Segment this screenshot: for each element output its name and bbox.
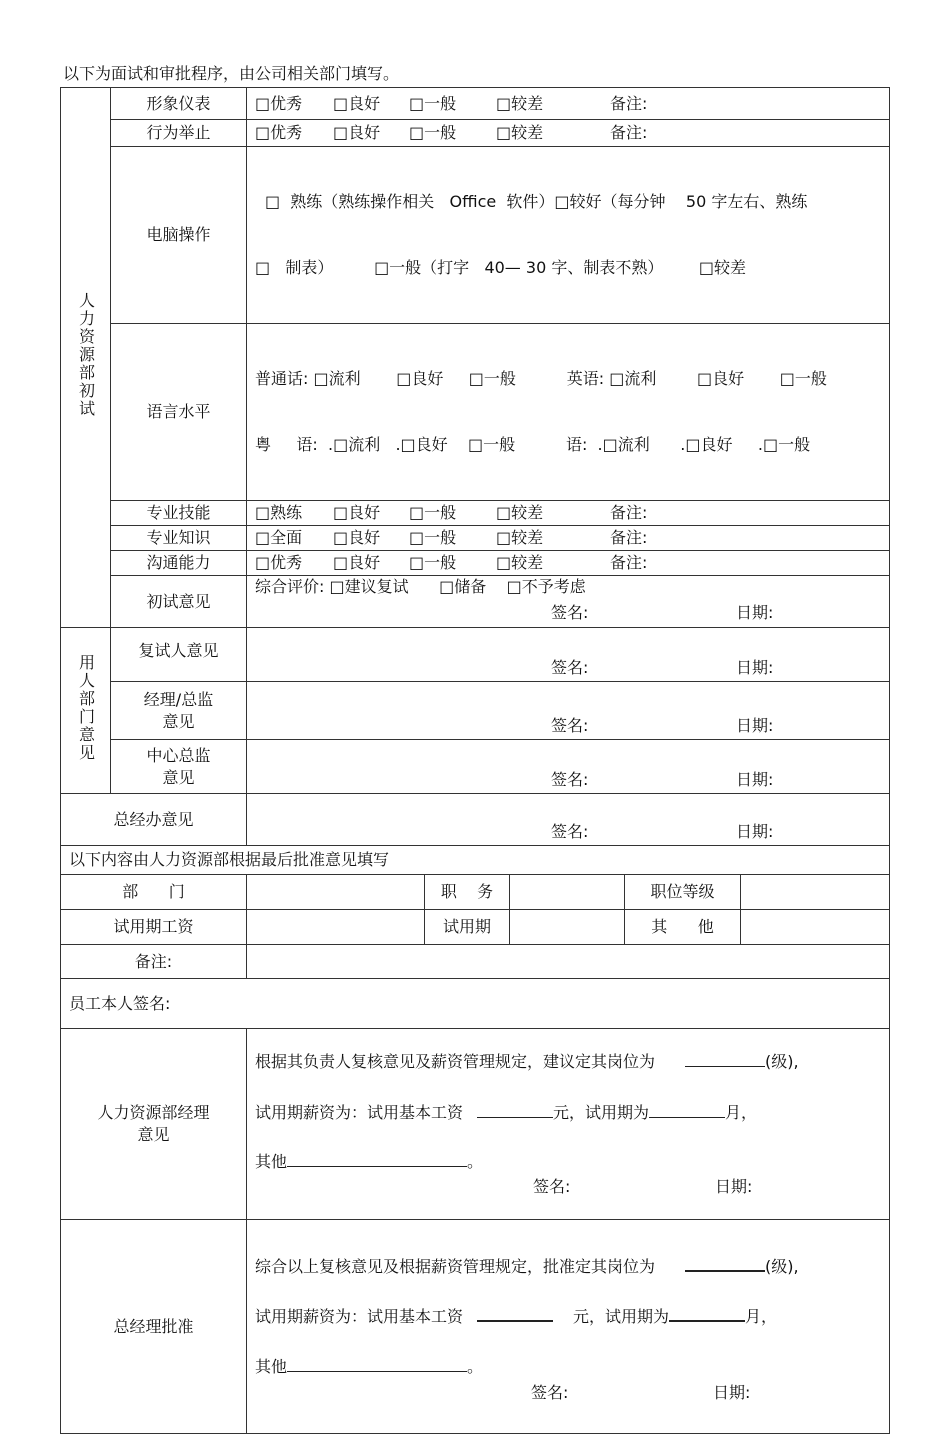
- manner-opt-2[interactable]: □良好: [333, 123, 381, 142]
- gm-line-1-end: (级),: [765, 1257, 799, 1276]
- skill-opt-1[interactable]: □熟练: [255, 503, 303, 522]
- other-label: 其 他: [625, 910, 741, 945]
- language-line-2[interactable]: 粤 语: .□流利 .□良好 □一般 语: .□流利 .□良好 .□一般: [255, 435, 811, 454]
- hr-manager-label-line-1: 人力资源部经理: [97, 1103, 210, 1122]
- intro-text: 以下为面试和审批程序，由公司相关部门填写。: [63, 64, 400, 83]
- hr-manager-line-3-b: 。: [467, 1152, 484, 1171]
- communication-opt-1[interactable]: □优秀: [255, 553, 303, 572]
- skill-opt-4[interactable]: □较差: [496, 503, 544, 522]
- hr-manager-line-2: [255, 1102, 757, 1124]
- communication-opt-3[interactable]: □一般: [409, 553, 457, 572]
- center-label-line-1: 中心总监: [146, 745, 211, 765]
- skill-opt-3[interactable]: □一般: [409, 503, 457, 522]
- initial-opinion-cell: [247, 576, 890, 628]
- dept-label: 部 门: [61, 875, 247, 910]
- knowledge-opt-4[interactable]: □较差: [496, 528, 544, 547]
- hr-manager-line-2-b: 元，试用期为: [553, 1103, 650, 1122]
- appearance-opt-2[interactable]: □良好: [333, 93, 381, 113]
- other-value[interactable]: [741, 910, 890, 945]
- language-label: 语言水平: [111, 324, 247, 501]
- appearance-options: [247, 88, 890, 120]
- knowledge-options: [247, 526, 890, 551]
- gm-date-label: 日期:: [713, 1383, 751, 1402]
- hr-manager-label-line-2: 意见: [137, 1125, 170, 1144]
- knowledge-opt-2[interactable]: □良好: [333, 528, 381, 547]
- initial-opinion-label: 初试意见: [111, 576, 247, 628]
- gm-office-label: 总经办意见: [61, 794, 247, 846]
- trial-salary-value[interactable]: [247, 910, 425, 945]
- manner-opt-3[interactable]: □一般: [409, 123, 457, 142]
- hr-manager-line-3: [255, 1151, 483, 1173]
- trial-period-label: 试用期: [425, 910, 510, 945]
- gm-line-3: [255, 1356, 483, 1378]
- manager-sign-label: 签名:: [551, 716, 589, 735]
- employee-sign-label[interactable]: 员工本人签名:: [61, 979, 890, 1029]
- gm-line-2-c: 月，: [745, 1307, 778, 1326]
- knowledge-remark: 备注:: [610, 528, 648, 547]
- gm-line-1-text: 综合以上复核意见及根据薪资管理规定，批准定其岗位为: [255, 1257, 656, 1276]
- grade-label: 职位等级: [625, 875, 741, 910]
- hr-manager-line-2-a: 试用期薪资为：试用基本工资: [255, 1103, 464, 1122]
- initial-sign-label: 签名:: [551, 603, 589, 622]
- skill-options: [247, 501, 890, 526]
- center-sign-label: 签名:: [551, 770, 589, 789]
- gm-line-2-a: 试用期薪资为：试用基本工资: [255, 1307, 464, 1326]
- hr-manager-line-2-c: 月，: [725, 1103, 758, 1122]
- gm-office-cell[interactable]: [247, 794, 890, 846]
- manager-opinion-label: [111, 682, 247, 740]
- center-date-label: 日期:: [736, 770, 774, 789]
- trial-period-value[interactable]: [510, 910, 625, 945]
- hr-manager-line-1-end: (级),: [765, 1052, 799, 1071]
- gm-line-2: [255, 1306, 777, 1328]
- hr-manager-date-label: 日期:: [715, 1177, 753, 1196]
- gm-sign-label: 签名:: [531, 1383, 569, 1402]
- appearance-label: 形象仪表: [111, 88, 247, 120]
- manner-label: 行为举止: [111, 120, 247, 147]
- manner-opt-4[interactable]: □较差: [496, 123, 544, 142]
- communication-remark: 备注:: [610, 553, 648, 572]
- initial-date-label: 日期:: [736, 603, 774, 622]
- gm-approval-cell: [247, 1220, 890, 1434]
- appearance-opt-1[interactable]: □优秀: [255, 93, 303, 113]
- center-director-label: [111, 740, 247, 794]
- skill-label: 专业技能: [111, 501, 247, 526]
- dept-opinion-group-label: [61, 628, 111, 794]
- manner-options: [247, 120, 890, 147]
- center-director-cell[interactable]: [247, 740, 890, 794]
- computer-label: 电脑操作: [111, 147, 247, 324]
- gm-line-3-b: 。: [467, 1357, 484, 1376]
- computer-options: [247, 147, 890, 324]
- retest-date-label: 日期:: [736, 658, 774, 677]
- gm-grade-blank[interactable]: [685, 1256, 765, 1272]
- hr-manager-line-1-text: 根据其负责人复核意见及薪资管理规定，建议定其岗位为: [255, 1052, 656, 1071]
- hr-fill-note: 以下内容由人力资源部根据最后批准意见填写: [61, 846, 890, 875]
- interview-form: [60, 87, 890, 1434]
- communication-opt-4[interactable]: □较差: [496, 553, 544, 572]
- knowledge-label: 专业知识: [111, 526, 247, 551]
- hr-initial-group-label: [61, 88, 111, 628]
- gm-other-blank[interactable]: [287, 1357, 467, 1372]
- gm-line-1: [255, 1256, 799, 1278]
- appearance-remark: 备注:: [610, 93, 648, 113]
- retest-label: 复试人意见: [111, 628, 247, 682]
- gm-office-sign-label: 签名:: [551, 822, 589, 841]
- trial-salary-label: 试用期工资: [61, 910, 247, 945]
- retest-sign-label: 签名:: [551, 658, 589, 677]
- dept-value[interactable]: [247, 875, 425, 910]
- hr-manager-salary-blank[interactable]: [477, 1103, 553, 1118]
- skill-remark: 备注:: [610, 503, 648, 522]
- manager-opinion-cell[interactable]: [247, 682, 890, 740]
- position-value[interactable]: [510, 875, 625, 910]
- skill-opt-2[interactable]: □良好: [333, 503, 381, 522]
- remark-label: 备注:: [61, 945, 247, 979]
- language-line-1[interactable]: 普通话: □流利 □良好 □一般 英语: □流利 □良好 □一般: [255, 369, 827, 388]
- communication-opt-2[interactable]: □良好: [333, 553, 381, 572]
- manager-date-label: 日期:: [736, 716, 774, 735]
- communication-options: [247, 551, 890, 576]
- language-options: [247, 324, 890, 501]
- hr-manager-line-3-a: 其他: [255, 1152, 288, 1171]
- center-label-line-2: 意见: [162, 767, 195, 787]
- hr-manager-sign-label: 签名:: [533, 1177, 571, 1196]
- hr-manager-grade-blank[interactable]: [685, 1052, 765, 1067]
- gm-line-2-b: 元，试用期为: [573, 1307, 670, 1326]
- gm-office-date-label: 日期:: [736, 822, 774, 841]
- appearance-opt-4[interactable]: □较差: [496, 93, 544, 113]
- gm-salary-blank[interactable]: [477, 1306, 553, 1322]
- appearance-opt-3[interactable]: □一般: [409, 93, 457, 113]
- hr-manager-period-blank[interactable]: [649, 1103, 725, 1118]
- remark-value[interactable]: [247, 945, 890, 979]
- grade-value[interactable]: [741, 875, 890, 910]
- computer-line-2[interactable]: □ 制表） □一般（打字 40— 30 字、制表不熟） □较差: [255, 258, 747, 277]
- gm-period-blank[interactable]: [669, 1306, 745, 1322]
- gm-line-3-a: 其他: [255, 1357, 288, 1376]
- initial-eval-options[interactable]: 综合评价: □建议复试 □储备 □不予考虑: [255, 577, 586, 596]
- manager-label-line-1: 经理/总监: [143, 689, 214, 709]
- manner-remark: 备注:: [610, 123, 648, 142]
- retest-cell[interactable]: [247, 628, 890, 682]
- hr-group-text: 人力资源部初试: [76, 291, 96, 418]
- knowledge-opt-1[interactable]: □全面: [255, 528, 303, 547]
- gm-approval-label: 总经理批准: [61, 1220, 247, 1434]
- dept-group-text: 用人部门意见: [76, 653, 96, 762]
- hr-manager-other-blank[interactable]: [287, 1152, 467, 1167]
- manager-label-line-2: 意见: [162, 711, 195, 731]
- manner-opt-1[interactable]: □优秀: [255, 123, 303, 142]
- position-label: 职 务: [425, 875, 510, 910]
- hr-manager-label: [61, 1029, 247, 1220]
- knowledge-opt-3[interactable]: □一般: [409, 528, 457, 547]
- computer-line-1[interactable]: □ 熟练（熟练操作相关 Office 软件）□较好（每分钟 50 字左右、熟练: [265, 192, 808, 211]
- hr-manager-cell: [247, 1029, 890, 1220]
- communication-label: 沟通能力: [111, 551, 247, 576]
- hr-manager-line-1: [255, 1051, 799, 1073]
